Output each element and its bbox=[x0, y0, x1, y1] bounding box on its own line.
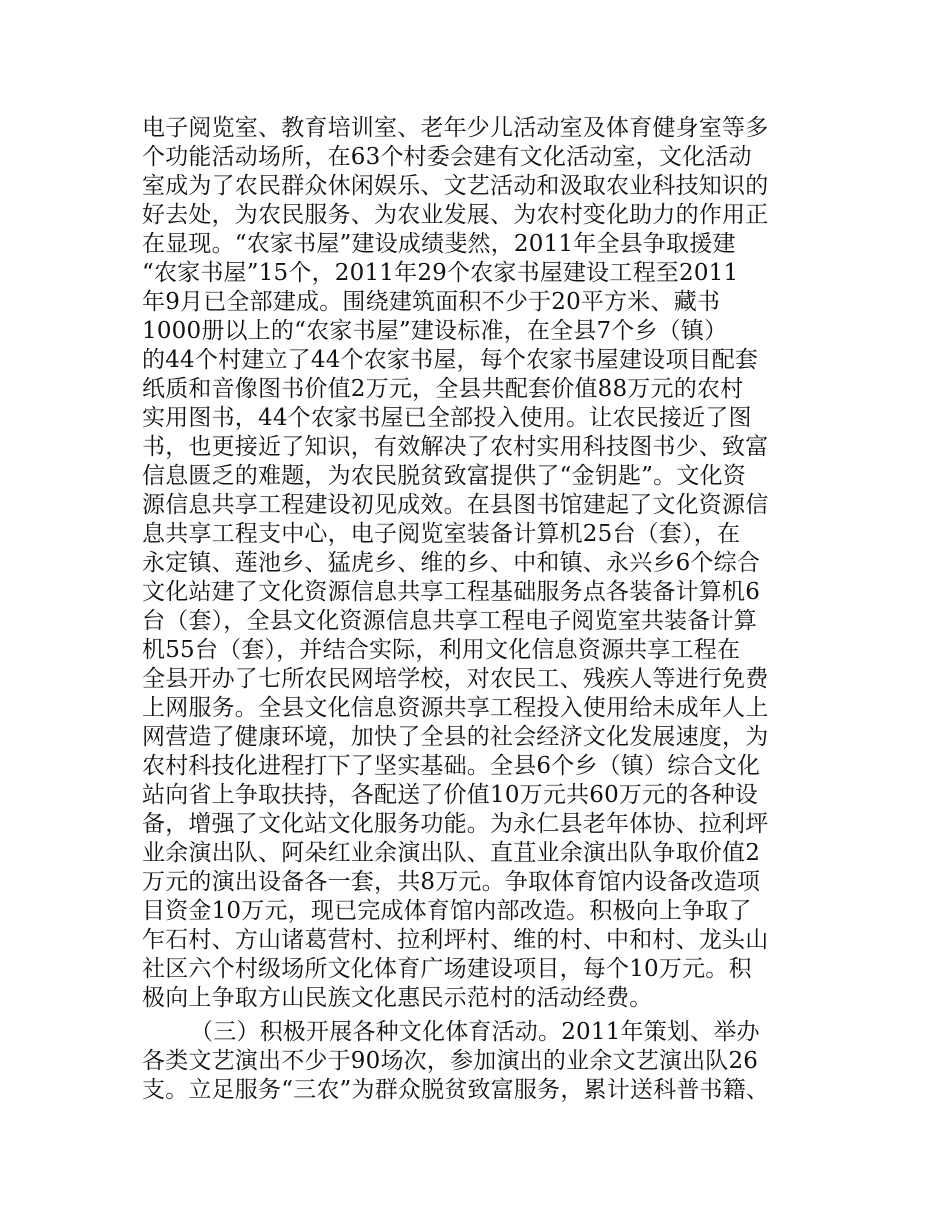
body-paragraph-2 bbox=[142, 1018, 832, 1105]
text-line: 文化站建了文化资源信息共享工程基础服务点各装备计算机6 bbox=[142, 579, 761, 605]
text-line: 在显现。“农家书屋”建设成绩斐然，2011年全县争取援建 bbox=[142, 231, 736, 257]
text-line: 信息匮乏的难题，为农民脱贫致富提供了“金钥匙”。文化资 bbox=[142, 463, 746, 489]
text-line: 1000册以上的“农家书屋”建设标准，在全县7个乡（镇） bbox=[142, 318, 728, 344]
text-line: 好去处，为农民服务、为农业发展、为农村变化助力的作用正 bbox=[142, 202, 769, 228]
text-line: 业余演出队、阿朵红业余演出队、直苴业余演出队争取价值2 bbox=[142, 840, 761, 866]
text-line: 万元的演出设备各一套，共8万元。争取体育馆内设备改造项 bbox=[142, 869, 761, 895]
text-line: 纸质和音像图书价值2万元，全县共配套价值88万元的农村 bbox=[142, 376, 744, 402]
text-line: 电子阅览室、教育培训室、老年少儿活动室及体育健身室等多 bbox=[142, 115, 769, 141]
text-line: 乍石村、方山诸葛营村、拉利坪村、维的村、中和村、龙头山 bbox=[142, 927, 769, 953]
text-line: 备，增强了文化站文化服务功能。为永仁县老年体协、拉利坪 bbox=[142, 811, 769, 837]
text-line: 农村科技化进程打下了坚实基础。全县6个乡（镇）综合文化 bbox=[142, 753, 761, 779]
text-line: 台（套），全县文化资源信息共享工程电子阅览室共装备计算 bbox=[142, 608, 757, 634]
text-line: 站向省上争取扶持，各配送了价值10万元共60万元的各种设 bbox=[142, 782, 759, 808]
text-line: 极向上争取方山民族文化惠民示范村的活动经费。 bbox=[142, 985, 653, 1011]
text-line: 个功能活动场所，在63个村委会建有文化活动室，文化活动 bbox=[142, 144, 752, 170]
text-line: （三）积极开展各种文化体育活动。2011年策划、举办 bbox=[190, 1019, 760, 1045]
text-line: 网营造了健康环境，加快了全县的社会经济文化发展速度，为 bbox=[142, 724, 769, 750]
text-line: 各类文艺演出不少于90场次，参加演出的业余文艺演出队26 bbox=[142, 1048, 759, 1074]
text-line: 社区六个村级场所文化体育广场建设项目，每个10万元。积 bbox=[142, 956, 752, 982]
text-line: 源信息共享工程建设初见成效。在县图书馆建起了文化资源信 bbox=[142, 492, 769, 518]
text-line: 年9月已全部建成。围绕建筑面积不少于20平方米、藏书 bbox=[142, 289, 721, 315]
text-line: 室成为了农民群众休闲娱乐、文艺活动和汲取农业科技知识的 bbox=[142, 173, 769, 199]
text-line: 书，也更接近了知识，有效解决了农村实用科技图书少、致富 bbox=[142, 434, 769, 460]
body-paragraph-1 bbox=[142, 114, 832, 1013]
text-line: 实用图书，44个农家书屋已全部投入使用。让农民接近了图 bbox=[142, 405, 752, 431]
text-line: “农家书屋”15个，2011年29个农家书屋建设工程至2011 bbox=[142, 260, 739, 286]
text-line: 上网服务。全县文化信息资源共享工程投入使用给未成年人上 bbox=[142, 695, 769, 721]
text-line: 息共享工程支中心，电子阅览室装备计算机25台（套），在 bbox=[142, 521, 741, 547]
text-line: 的44个村建立了44个农家书屋，每个农家书屋建设项目配套 bbox=[142, 347, 759, 373]
text-line: 目资金10万元，现已完成体育馆内部改造。积极向上争取了 bbox=[142, 898, 752, 924]
text-line: 永定镇、莲池乡、猛虎乡、维的乡、中和镇、永兴乡6个综合 bbox=[142, 550, 761, 576]
text-line: 机55台（套），并结合实际，利用文化信息资源共享工程在 bbox=[142, 637, 741, 663]
text-line: 支。立足服务“三农”为群众脱贫致富服务，累计送科普书籍、 bbox=[142, 1077, 770, 1103]
text-line: 全县开办了七所农民网培学校，对农民工、残疾人等进行免费 bbox=[142, 666, 769, 692]
